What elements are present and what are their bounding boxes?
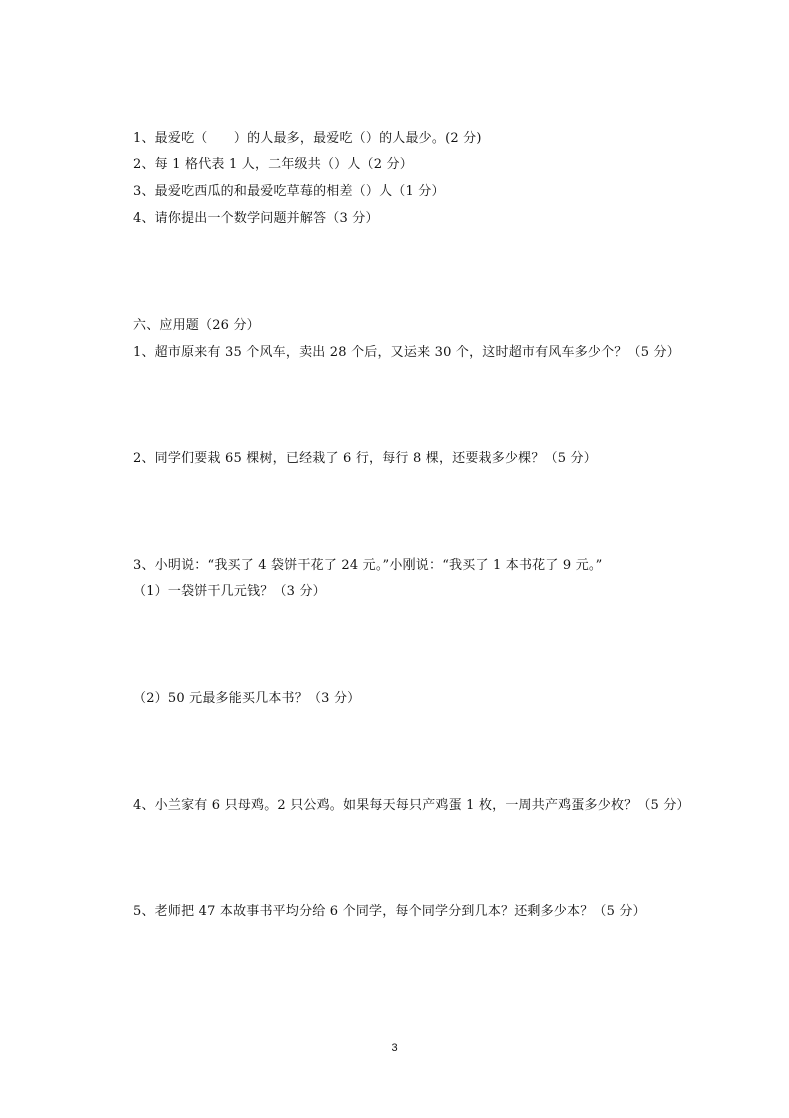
word-problem-5: 5、老师把 47 本故事书平均分给 6 个同学，每个同学分到几本？还剩多少本？（5 分）	[133, 904, 646, 919]
word-problem-2: 2、同学们要栽 65 棵树，已经栽了 6 行，每行 8 棵，还要栽多少棵？（5 分）	[133, 451, 597, 466]
word-problem-3-part-1: （1）一袋饼干几元钱？（3 分）	[133, 584, 326, 599]
word-problem-3-part-2: （2）50 元最多能买几本书？（3 分）	[133, 691, 361, 706]
word-problem-1: 1、超市原来有 35 个风车，卖出 28 个后，又运来 30 个，这时超市有风车多少个？（5 分）	[133, 345, 680, 360]
section-heading: 六、应用题（26 分）	[133, 318, 260, 333]
word-problem-3: 3、小明说：“我买了 4 袋饼干花了 24 元。”小刚说：“我买了 1 本书花了 9 元。”	[133, 558, 603, 573]
question-1: 1、最爱吃（ ）的人最多，最爱吃（）的人最少。(2 分)	[133, 131, 482, 146]
page-number: 3	[391, 1042, 398, 1054]
question-2: 2、每 1 格代表 1 人，二年级共（）人（2 分）	[133, 157, 413, 172]
question-4: 4、请你提出一个数学问题并解答（3 分）	[133, 211, 379, 226]
question-3: 3、最爱吃西瓜的和最爱吃草莓的相差（）人（1 分）	[133, 184, 445, 199]
word-problem-4: 4、小兰家有 6 只母鸡。2 只公鸡。如果每天每只产鸡蛋 1 枚，一周共产鸡蛋多少枚？（5 分）	[133, 798, 690, 813]
